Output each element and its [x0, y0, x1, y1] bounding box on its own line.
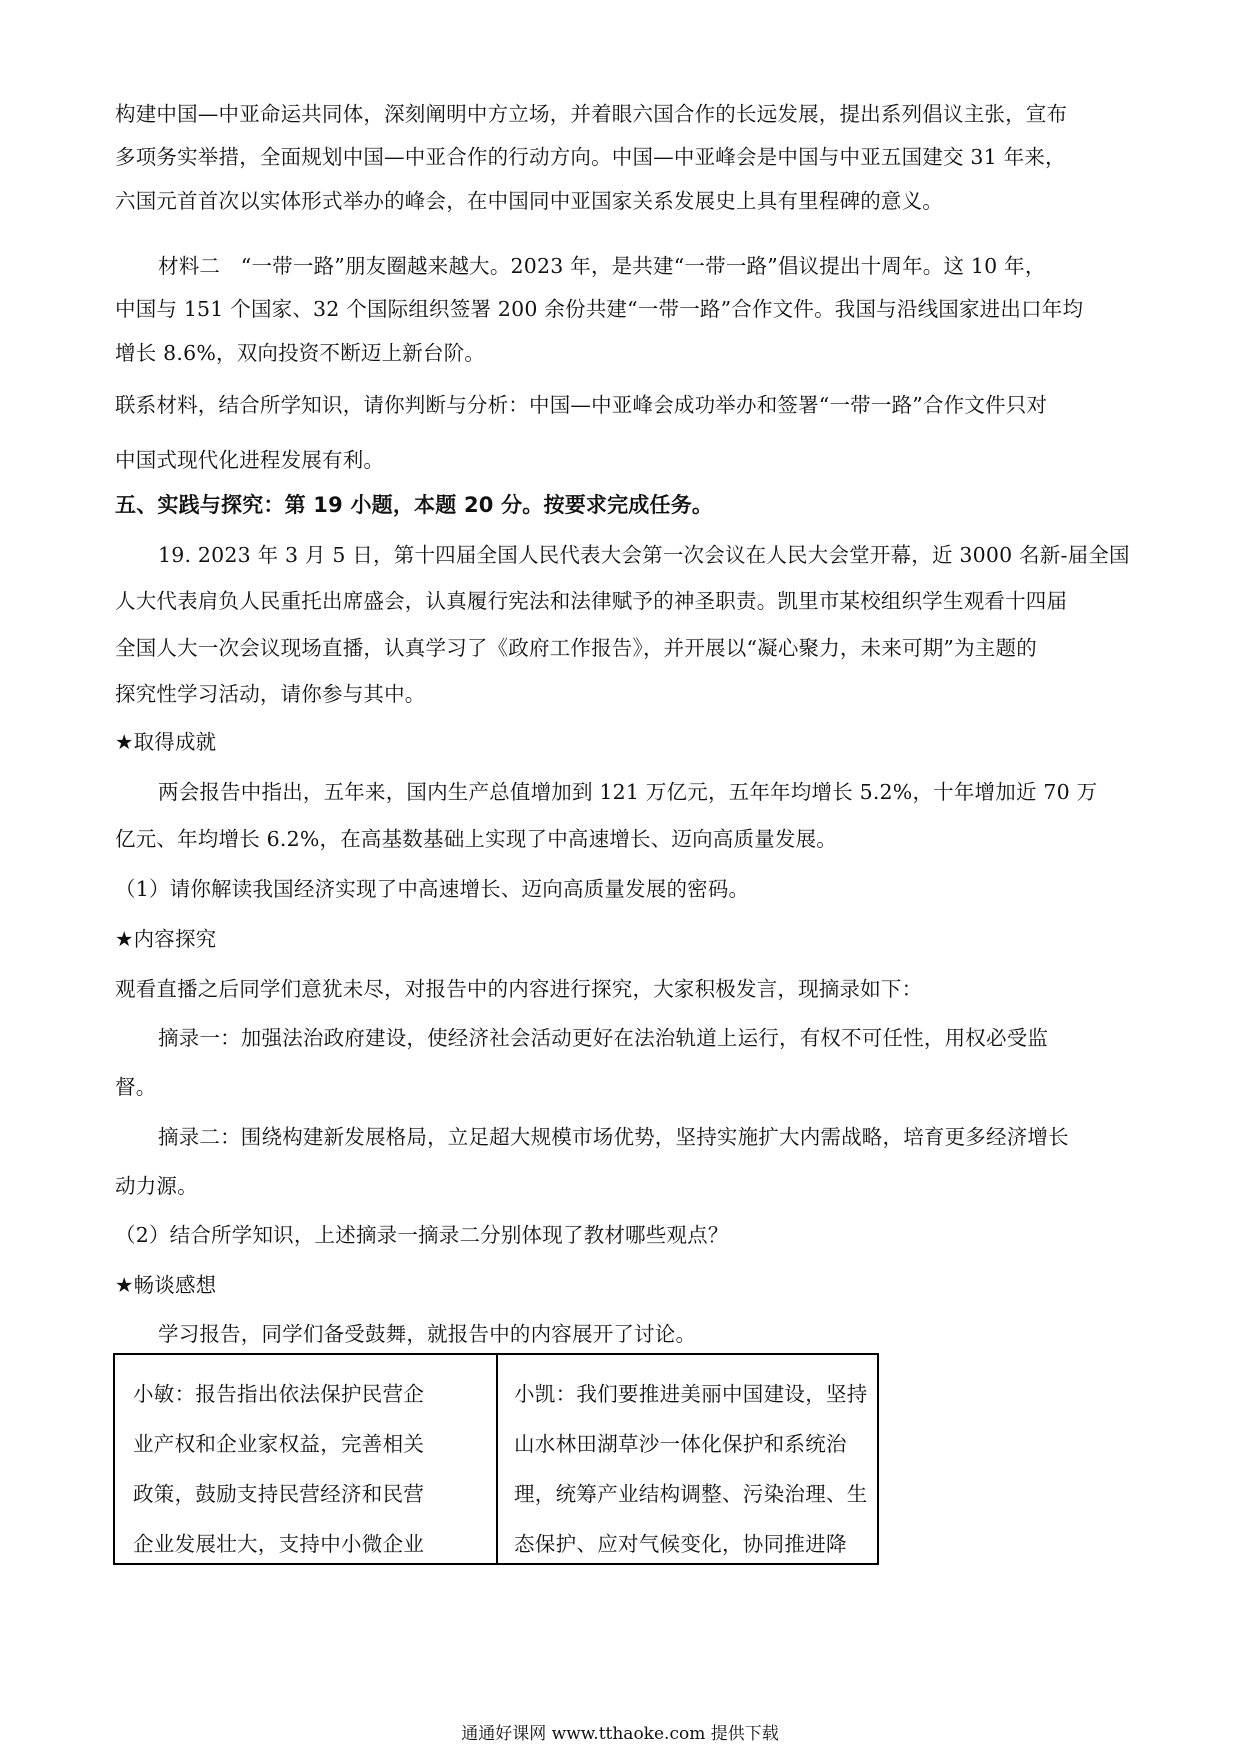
xiaomin-line-3: 政策，鼓励支持民营经济和民营: [133, 1482, 425, 1506]
xiaokai-line-2: 山水林田湖草沙一体化保护和系统治: [514, 1432, 847, 1456]
page-footer: 通通好课网 www.tthaoke.com 提供下载: [461, 1724, 779, 1744]
xiaokai-line-1: 小凯：我们要推进美丽中国建设，坚持: [514, 1382, 868, 1406]
material2-line-3: 增长 8.6%，双向投资不断迈上新台阶。: [115, 341, 486, 365]
question-prompt-line-2: 中国式现代化进程发展有利。: [115, 448, 385, 472]
excerpt1-line-2: 督。: [115, 1075, 157, 1099]
task1-title: ★取得成就: [115, 730, 217, 754]
excerpt2-line-1: 摘录二：围绕构建新发展格局，立足超大规模市场优势，坚持实施扩大内需战略，培育更多经济增长: [158, 1125, 1069, 1149]
material2-line-1: 材料二 “一带一路”朋友圈越来越大。2023 年，是共建“一带一路”倡议提出十周年。这 10 年，: [158, 254, 1046, 278]
task1-body-line-1: 两会报告中指出，五年来，国内生产总值增加到 121 万亿元，五年年均增长 5.2%，十年增加近 70 万: [158, 780, 1098, 804]
paragraph1-line-1: 构建中国—中亚命运共同体，深刻阐明中方立场，并着眼六国合作的长远发展，提出系列倡议主张，宣布: [115, 102, 1068, 126]
sub-question-1: （1）请你解读我国经济实现了中高速增长、迈向高质量发展的密码。: [115, 877, 750, 901]
xiaokai-line-4: 态保护、应对气候变化，协同推进降: [514, 1532, 847, 1556]
task3-title: ★畅谈感想: [115, 1273, 217, 1297]
section5-heading: 五、实践与探究：第 19 小题，本题 20 分。按要求完成任务。: [115, 493, 714, 517]
discussion-table: [113, 1353, 879, 1565]
task3-intro: 学习报告，同学们备受鼓舞，就报告中的内容展开了讨论。: [158, 1322, 697, 1346]
material2-line-2: 中国与 151 个国家、32 个国际组织签署 200 余份共建“一带一路”合作文件。我国与沿线国家进出口年均: [115, 297, 1084, 321]
paragraph1-line-3: 六国元首首次以实体形式举办的峰会，在中国同中亚国家关系发展史上具有里程碑的意义。: [115, 189, 943, 213]
xiaokai-line-3: 理，统筹产业结构调整、污染治理、生: [514, 1482, 868, 1506]
xiaomin-line-2: 业产权和企业家权益，完善相关: [133, 1432, 425, 1456]
q19-intro-line-1: 19. 2023 年 3 月 5 日，第十四届全国人民代表大会第一次会议在人民大会堂开幕，近 3000 名新-届全国: [158, 543, 1130, 567]
discussion-cell-xiaokai: [496, 1355, 877, 1563]
xiaomin-line-1: 小敏：报告指出依法保护民营企: [133, 1382, 425, 1406]
task2-intro: 观看直播之后同学们意犹未尽，对报告中的内容进行探究，大家积极发言，现摘录如下：: [115, 977, 923, 1001]
q19-intro-line-3: 全国人大一次会议现场直播，认真学习了《政府工作报告》，并开展以“凝心聚力，未来可期”为主题的: [115, 636, 1037, 660]
excerpt2-line-2: 动力源。: [115, 1174, 198, 1198]
question-prompt-line-1: 联系材料，结合所学知识，请你判断与分析：中国—中亚峰会成功举办和签署“一带一路”合作文件只对: [115, 393, 1048, 417]
sub-question-2: （2）结合所学知识，上述摘录一摘录二分别体现了教材哪些观点？: [115, 1223, 729, 1247]
task1-body-line-2: 亿元、年均增长 6.2%，在高基数基础上实现了中高速增长、迈向高质量发展。: [115, 827, 837, 851]
discussion-cell-xiaomin: [115, 1355, 496, 1563]
excerpt1-line-1: 摘录一：加强法治政府建设，使经济社会活动更好在法治轨道上运行，有权不可任性，用权必受监: [158, 1026, 1049, 1050]
q19-intro-line-4: 探究性学习活动，请你参与其中。: [115, 682, 426, 706]
q19-intro-line-2: 人大代表肩负人民重托出席盛会，认真履行宪法和法律赋予的神圣职责。凯里市某校组织学生观看十四届: [115, 589, 1068, 613]
task2-title: ★内容探究: [115, 927, 217, 951]
xiaomin-line-4: 企业发展壮大，支持中小微企业: [133, 1532, 425, 1556]
paragraph1-line-2: 多项务实举措，全面规划中国—中亚合作的行动方向。中国—中亚峰会是中国与中亚五国建交 31 年来，: [115, 145, 1066, 169]
